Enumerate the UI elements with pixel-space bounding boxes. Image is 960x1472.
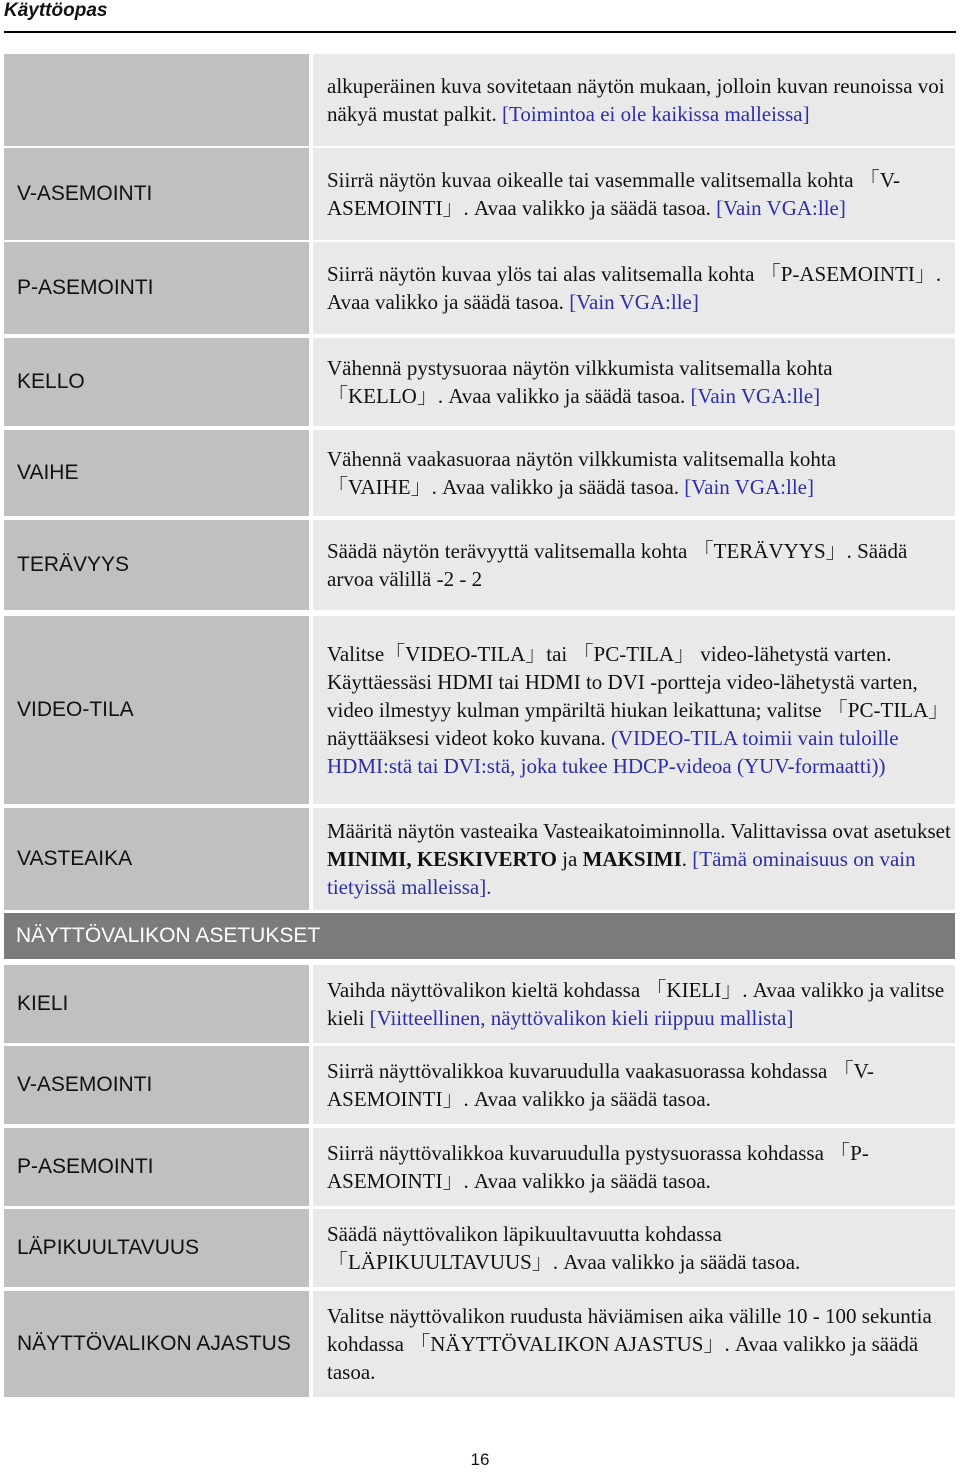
description-text: ja [556, 847, 583, 871]
description-text: Siirrä näyttövalikkoa kuvaruudulla vaakasuorassa kohdassa 「V-ASEMOINTI」. Avaa valikko ja säädä tasoa. [327, 1059, 874, 1111]
setting-label: KELLO [4, 338, 309, 426]
setting-description-text [327, 1139, 951, 1195]
setting-label: VASTEAIKA [4, 808, 309, 910]
emphasis-text: MAKSIMI [582, 847, 682, 871]
description-text: Siirrä näytön kuvaa oikealle tai vasemmalle valitsemalla kohta 「V-ASEMOINTI」. Avaa valikko ja säädä tasoa. [327, 168, 901, 220]
page-number: 16 [470, 1450, 490, 1469]
setting-label [4, 54, 309, 146]
description-text: Valitse「VIDEO-TILA」tai 「PC-TILA」 video-lähetystä varten. Käyttäessäsi HDMI tai HDMI to DVI -portteja video-lähetystä varten, video ilmestyy kulman ympäriltä hiukan leikattuna; valitse 「PC-TILA」 näyttääksesi videot koko kuvana. [327, 642, 950, 750]
description-text: Vähennä vaakasuoraa näytön vilkkumista valitsemalla kohta 「VAIHE」. Avaa valikko ja säädä tasoa. [327, 447, 837, 499]
setting-description-text [327, 976, 951, 1032]
setting-description [313, 1209, 955, 1287]
setting-description [313, 1046, 955, 1124]
setting-description-text [327, 1220, 951, 1276]
setting-description [313, 430, 955, 516]
setting-label: P-ASEMOINTI [4, 242, 309, 334]
description-text: Siirrä näytön kuvaa ylös tai alas valitsemalla kohta 「P-ASEMOINTI」. Avaa valikko ja säädä tasoa. [327, 262, 942, 314]
setting-description-text [327, 260, 951, 316]
setting-label: TERÄVYYS [4, 520, 309, 610]
setting-label: VAIHE [4, 430, 309, 516]
setting-description [313, 1291, 955, 1397]
setting-label: NÄYTTÖVALIKON AJASTUS [4, 1291, 309, 1397]
note-text: [Toimintoa ei ole kaikissa malleissa] [501, 102, 810, 126]
note-text: [Vain VGA:lle] [684, 475, 814, 499]
description-text: Vaihda näyttövalikon kieltä kohdassa 「KIELI」. Avaa valikko ja valitse kieli [327, 978, 945, 1030]
description-text: Vähennä pystysuoraa näytön vilkkumista valitsemalla kohta 「KELLO」. Avaa valikko ja säädä tasoa. [327, 356, 833, 408]
setting-description-text [327, 817, 951, 901]
description-text: Säädä näytön terävyyttä valitsemalla kohta 「TERÄVYYS」. Säädä arvoa välillä -2 - 2 [327, 539, 908, 591]
setting-description [313, 1128, 955, 1206]
setting-description [313, 965, 955, 1043]
setting-description [313, 520, 955, 610]
emphasis-text: MINIMI, KESKIVERTO [327, 847, 557, 871]
setting-label: P-ASEMOINTI [4, 1128, 309, 1206]
note-text: [Vain VGA:lle] [690, 384, 821, 408]
setting-description [313, 148, 955, 240]
setting-label: V-ASEMOINTI [4, 148, 309, 240]
setting-description-text [327, 72, 951, 128]
section-header-osd-settings: NÄYTTÖVALIKON ASETUKSET [4, 913, 955, 959]
setting-label: VIDEO-TILA [4, 616, 309, 804]
setting-label: V-ASEMOINTI [4, 1046, 309, 1124]
description-text: alkuperäinen kuva sovitetaan näytön mukaan, jolloin kuvan reunoissa voi näkyä mustat palkit. [327, 74, 945, 126]
description-text: Siirrä näyttövalikkoa kuvaruudulla pystysuorassa kohdassa 「P-ASEMOINTI」. Avaa valikko ja säädä tasoa. [327, 1141, 869, 1193]
description-text: Määritä näytön vasteaika Vasteaikatoiminnolla. Valittavissa ovat asetukset [327, 819, 951, 843]
setting-description-text [327, 640, 951, 780]
setting-label: LÄPIKUULTAVUUS [4, 1209, 309, 1287]
note-text: [Vain VGA:lle] [569, 290, 699, 314]
setting-description-text [327, 354, 951, 410]
header-title: Käyttöopas [4, 0, 108, 21]
note-text: [Tämä ominaisuus on vain tietyissä malleissa]. [327, 847, 916, 899]
setting-description-text [327, 445, 951, 501]
setting-description-text [327, 1302, 951, 1386]
setting-label: KIELI [4, 965, 309, 1043]
description-text: . [681, 847, 693, 871]
setting-description-text [327, 166, 951, 222]
note-text: (VIDEO-TILA toimii vain tuloille HDMI:stä tai DVI:stä, joka tukee HDCP-videoa (YUV-formaatti)) [327, 726, 899, 778]
description-text: Valitse näyttövalikon ruudusta häviämisen aika välille 10 - 100 sekuntia kohdassa 「NÄYTTÖVALIKON AJASTUS」. Avaa valikko ja säädä tasoa. [327, 1304, 932, 1384]
setting-description [313, 242, 955, 334]
description-text: Säädä näyttövalikon läpikuultavuutta kohdassa 「LÄPIKUULTAVUUS」. Avaa valikko ja säädä tasoa. [327, 1222, 801, 1274]
setting-description-text [327, 1057, 951, 1113]
setting-description [313, 338, 955, 426]
setting-description [313, 808, 955, 910]
note-text: [Vain VGA:lle] [716, 196, 846, 220]
setting-description [313, 54, 955, 146]
setting-description-text [327, 537, 951, 593]
setting-description [313, 616, 955, 804]
note-text: [Viitteellinen, näyttövalikon kieli riippuu mallista] [369, 1006, 794, 1030]
